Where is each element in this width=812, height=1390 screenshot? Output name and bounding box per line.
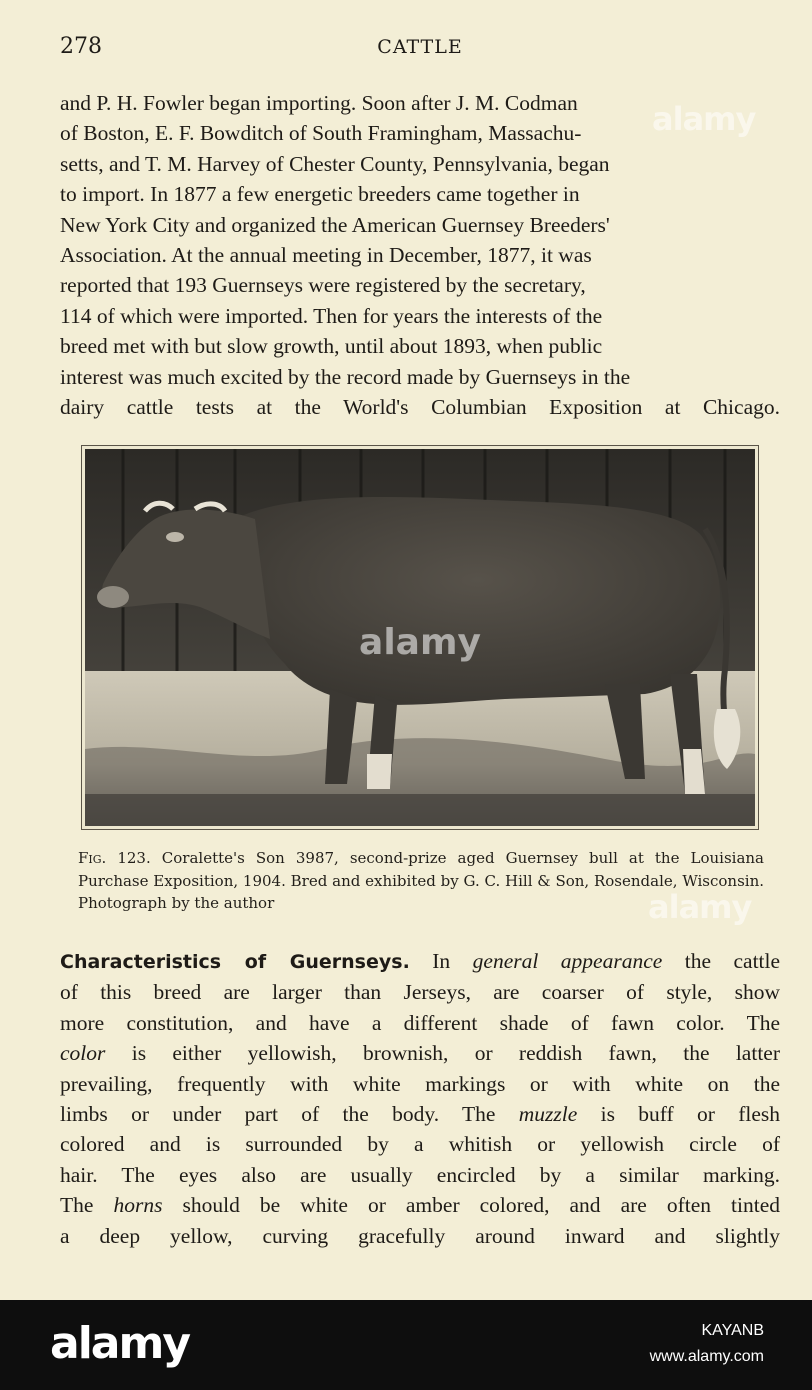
text-run: the cattle (684, 949, 781, 973)
text-line (60, 946, 780, 977)
text-line: prevailing, frequently with white markings or with white on the (60, 1071, 780, 1096)
section-heading: Characteristics of Guernseys. (60, 951, 410, 973)
text-run: limbs or under part of the body. The (60, 1102, 496, 1127)
figure-label: Fig. 123. (78, 849, 151, 867)
text-line: of Boston, E. F. Bowditch of South Framingham, Massachu- (60, 121, 582, 146)
text-line: a deep yellow, curving gracefully around inward and slightly (60, 1223, 780, 1248)
guernsey-bull-photo (85, 449, 755, 826)
text-run: In (432, 949, 451, 973)
running-head (60, 34, 780, 64)
italic-term: muzzle (518, 1102, 578, 1127)
running-title: CATTLE (377, 36, 463, 58)
page-watermark: alamy (652, 100, 756, 138)
text-line: reported that 193 Guernseys were registered by the secretary, (60, 273, 586, 298)
text-line: setts, and T. M. Harvey of Chester County, Pennsylvania, began (60, 151, 610, 176)
text-run: is buff or flesh (600, 1102, 780, 1127)
figure-photo-frame (81, 445, 759, 830)
text-run: should be white or amber colored, and are often tinted (182, 1193, 780, 1218)
photo-watermark: alamy (359, 622, 481, 663)
text-line: to import. In 1877 a few energetic breeders came together in (60, 182, 580, 207)
text-run: The (60, 1193, 94, 1218)
text-line: colored and is surrounded by a whitish or yellowish circle of (60, 1132, 780, 1157)
image-id: KAYANB (701, 1322, 764, 1339)
page-watermark: alamy (648, 888, 752, 926)
text-run: is either yellowish, brownish, or reddish fawn, the latter (131, 1041, 780, 1066)
text-line: New York City and organized the American Guernsey Breeders' (60, 212, 610, 237)
text-line: dairy cattle tests at the World's Columbian Exposition at Chicago. (60, 395, 780, 420)
italic-term: color (60, 1041, 106, 1066)
site-url: www.alamy.com (649, 1348, 764, 1365)
page-number: 278 (60, 34, 102, 59)
paragraph-characteristics (60, 946, 780, 1251)
text-line: hair. The eyes also are usually encircled by a similar marking. (60, 1162, 780, 1187)
text-line (60, 1038, 780, 1068)
figure-caption-text: Coralette's Son 3987, second-prize aged Guernsey bull at the Louisiana Purchase Exposition, 1904. Bred and exhibited by G. C. Hill & Son, Rosendale, Wisconsin. Photograph by the author (78, 849, 764, 912)
text-line: breed met with but slow growth, until about 1893, when public (60, 334, 603, 359)
text-line (60, 1190, 780, 1220)
text-line: 114 of which were imported. Then for years the interests of the (60, 303, 603, 328)
italic-term: horns (113, 1193, 163, 1218)
paragraph-guernsey-history (60, 88, 780, 422)
text-line: more constitution, and have a different shade of fawn color. The (60, 1010, 780, 1035)
text-line (60, 1099, 780, 1129)
text-line: and P. H. Fowler began importing. Soon after J. M. Codman (60, 91, 578, 115)
text-line: of this breed are larger than Jerseys, are coarser of style, show (60, 980, 780, 1005)
alamy-logo: alamy (50, 1318, 189, 1369)
text-line: Association. At the annual meeting in December, 1877, it was (60, 243, 592, 268)
italic-term: general appearance (472, 949, 663, 973)
text-line: interest was much excited by the record made by Guernseys in the (60, 364, 631, 389)
stock-banner (0, 1300, 812, 1390)
